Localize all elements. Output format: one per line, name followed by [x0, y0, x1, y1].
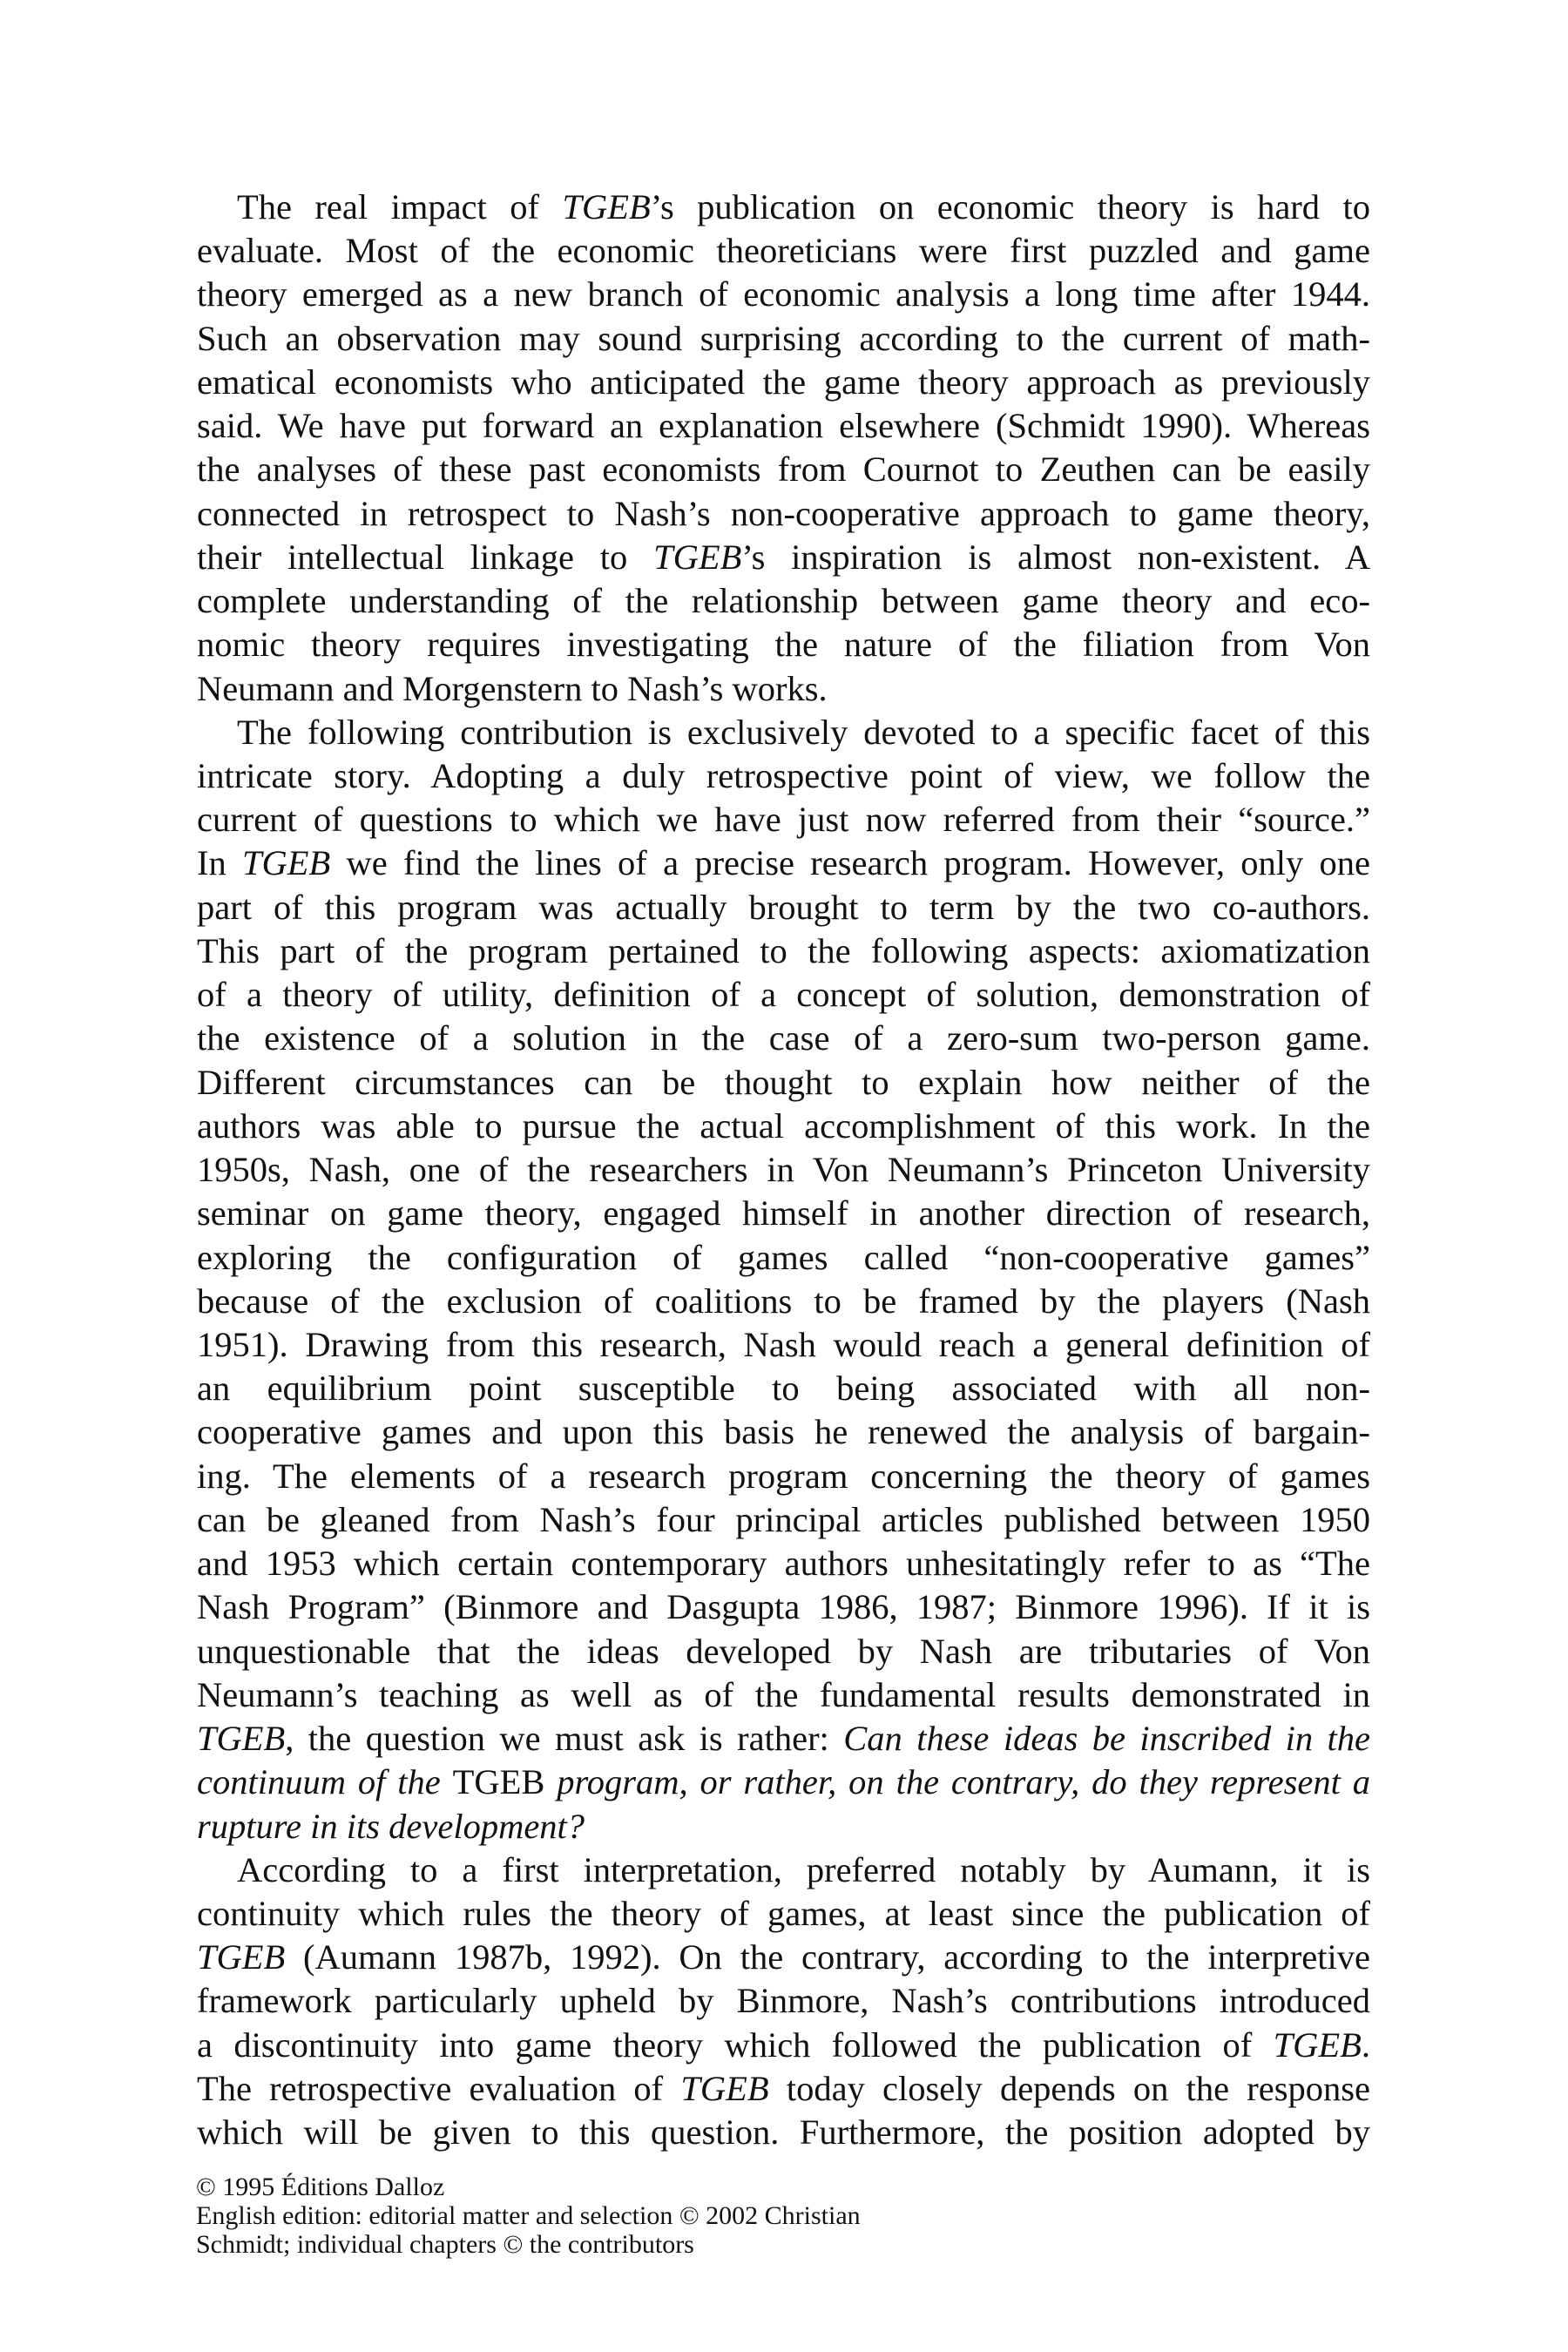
text-run: of a theory of utility, definition of a concept of solution, demonstration of: [197, 975, 1370, 1015]
text-run: we find the lines of a precise research program. However, only one: [330, 843, 1370, 883]
text-run: connected in retrospect to Nash’s non-cooperative approach to game theory,: [197, 493, 1370, 533]
text-run: Nash Program” (Binmore and Dasgupta 1986, 1987; Binmore 1996). If it is: [197, 1587, 1370, 1627]
text-line: [197, 798, 1370, 841]
text-line: [197, 1892, 1370, 1936]
text-line: [197, 1148, 1370, 1192]
footer-line-contributors: Schmidt; individual chapters © the contributors: [196, 2230, 694, 2259]
text-line: [197, 1236, 1370, 1280]
italic-text: continuum of the: [197, 1762, 453, 1802]
text-line: [197, 1061, 1370, 1105]
text-run: can be gleaned from Nash’s four principal articles published between 1950: [197, 1499, 1370, 1539]
text-line: [197, 448, 1370, 491]
text-line: [197, 492, 1370, 536]
text-run: According to a first interpretation, preferred notably by Aumann, it is: [237, 1849, 1370, 1889]
text-run: framework particularly upheld by Binmore, Nash’s contributions introduced: [197, 1981, 1370, 2021]
text-run: exploring the configuration of games called “non-cooperative games”: [197, 1237, 1370, 1277]
footer-line-edition: English edition: editorial matter and selection © 2002 Christian: [196, 2201, 861, 2230]
text-run: ’s publication on economic theory is hard to: [650, 187, 1370, 226]
text-run: .: [1361, 2024, 1370, 2065]
text-run: part of this program was actually brought to term by the two co-authors.: [197, 887, 1370, 927]
text-run: unquestionable that the ideas developed by Nash are tributaries of Von: [197, 1631, 1370, 1671]
text-run: Neumann’s teaching as well as of the fundamental results demonstrated in: [197, 1674, 1370, 1714]
text-run: the analyses of these past economists from Cournot to Zeuthen can be easily: [197, 449, 1370, 490]
text-run: This part of the program pertained to the following aspects: axiomatization: [197, 930, 1370, 970]
italic-text: TGEB: [242, 843, 331, 883]
text-run: The retrospective evaluation of: [197, 2068, 681, 2108]
text-line: [197, 579, 1370, 623]
text-line: [197, 1410, 1370, 1454]
text-line: [197, 1673, 1370, 1717]
text-run: today closely depends on the response: [768, 2068, 1370, 2108]
text-run: theory emerged as a new branch of economic analysis a long time after 1944.: [197, 274, 1370, 314]
text-line: [197, 273, 1370, 316]
text-line: [197, 1367, 1370, 1410]
text-run: intricate story. Adopting a duly retrospective point of view, we follow the: [197, 755, 1370, 795]
text-line: [197, 229, 1370, 273]
text-run: the existence of a solution in the case of a zero-sum two-person game.: [197, 1018, 1370, 1058]
italic-text: TGEB: [653, 537, 742, 577]
italic-text: TGEB: [562, 187, 651, 226]
text-run: evaluate. Most of the economic theoreticians were first puzzled and game: [197, 231, 1370, 271]
footer-line-publisher: © 1995 Éditions Dalloz: [196, 2173, 445, 2201]
text-line: [197, 1455, 1370, 1498]
text-line: [197, 1192, 1370, 1235]
text-line: [197, 536, 1370, 579]
text-run: The real impact of: [237, 187, 563, 226]
text-run: ing. The elements of a research program concerning the theory of games: [197, 1456, 1370, 1496]
text-run: said. We have put forward an explanation elsewhere (Schmidt 1990). Whereas: [197, 406, 1370, 446]
text-line: [197, 2024, 1370, 2067]
text-line: [197, 2111, 1370, 2154]
text-run: The following contribution is exclusively devoted to a specific facet of this: [237, 712, 1370, 752]
text-line: [197, 1105, 1370, 1148]
italic-text: TGEB: [680, 2068, 769, 2108]
text-run: complete understanding of the relationship between game theory and eco-: [197, 581, 1370, 621]
text-line: [197, 1630, 1370, 1673]
italic-text: rupture in its development?: [197, 1806, 585, 1846]
text-run: TGEB: [452, 1762, 545, 1802]
text-run: ’s inspiration is almost non-existent. A: [741, 537, 1370, 577]
text-line: [197, 754, 1370, 798]
text-line: [197, 667, 1370, 711]
text-line: [197, 1936, 1370, 1979]
text-run: (Aumann 1987b, 1992). On the contrary, according to the interpretive: [285, 1937, 1370, 1977]
text-run: nomic theory requires investigating the nature of the filiation from Von: [197, 625, 1370, 665]
text-line: [197, 1848, 1370, 1892]
text-line: [197, 404, 1370, 448]
text-run: continuity which rules the theory of games, at least since the publication of: [197, 1893, 1370, 1933]
text-line: [197, 886, 1370, 929]
italic-text: Can these ideas be inscribed in the: [843, 1719, 1371, 1759]
text-line: [197, 1585, 1370, 1629]
text-line: [197, 1542, 1370, 1585]
text-run: current of questions to which we have just now referred from their “source.”: [197, 800, 1370, 840]
text-line: [197, 1498, 1370, 1542]
text-run: because of the exclusion of coalitions to be framed by the players (Nash: [197, 1281, 1370, 1321]
text-run: Such an observation may sound surprising according to the current of math-: [197, 318, 1370, 358]
italic-text: program, or rather, on the contrary, do they represent a: [544, 1762, 1370, 1802]
text-line: [197, 1323, 1370, 1367]
text-line: [197, 973, 1370, 1017]
text-line: [197, 1761, 1370, 1804]
text-run: seminar on game theory, engaged himself in another direction of research,: [197, 1193, 1370, 1233]
text-run: their intellectual linkage to: [197, 537, 654, 577]
text-run: an equilibrium point susceptible to being associated with all non-: [197, 1369, 1370, 1409]
text-line: [197, 623, 1370, 666]
italic-text: TGEB: [197, 1937, 286, 1977]
text-line: [197, 361, 1370, 404]
text-line: [197, 711, 1370, 754]
text-run: ematical economists who anticipated the game theory approach as previously: [197, 362, 1370, 402]
text-run: authors was able to pursue the actual accomplishment of this work. In the: [197, 1105, 1370, 1146]
text-run: which will be given to this question. Furthermore, the position adopted by: [197, 2112, 1370, 2153]
text-line: [197, 1979, 1370, 2023]
text-line: [197, 317, 1370, 361]
text-run: and 1953 which certain contemporary authors unhesitatingly refer to as “The: [197, 1544, 1370, 1584]
text-run: 1950s, Nash, one of the researchers in Von Neumann’s Princeton University: [197, 1150, 1370, 1190]
text-run: 1951). Drawing from this research, Nash would reach a general definition of: [197, 1324, 1370, 1364]
text-line: [197, 929, 1370, 973]
text-line: [197, 841, 1370, 885]
text-run: In: [197, 843, 243, 883]
text-line: [197, 1280, 1370, 1323]
text-run: a discontinuity into game theory which followed the publication of: [197, 2024, 1274, 2065]
text-line: [197, 1717, 1370, 1761]
text-line: [197, 1805, 1370, 1848]
text-line: [197, 2067, 1370, 2111]
text-line: [197, 1017, 1370, 1060]
text-run: Different circumstances can be thought to explain how neither of the: [197, 1062, 1370, 1102]
text-run: Neumann and Morgenstern to Nash’s works.: [197, 668, 828, 708]
text-line: [197, 186, 1370, 229]
text-run: , the question we must ask is rather:: [285, 1719, 844, 1759]
text-run: cooperative games and upon this basis he renewed the analysis of bargain-: [197, 1412, 1370, 1452]
italic-text: TGEB: [197, 1719, 286, 1759]
italic-text: TGEB: [1273, 2024, 1362, 2065]
